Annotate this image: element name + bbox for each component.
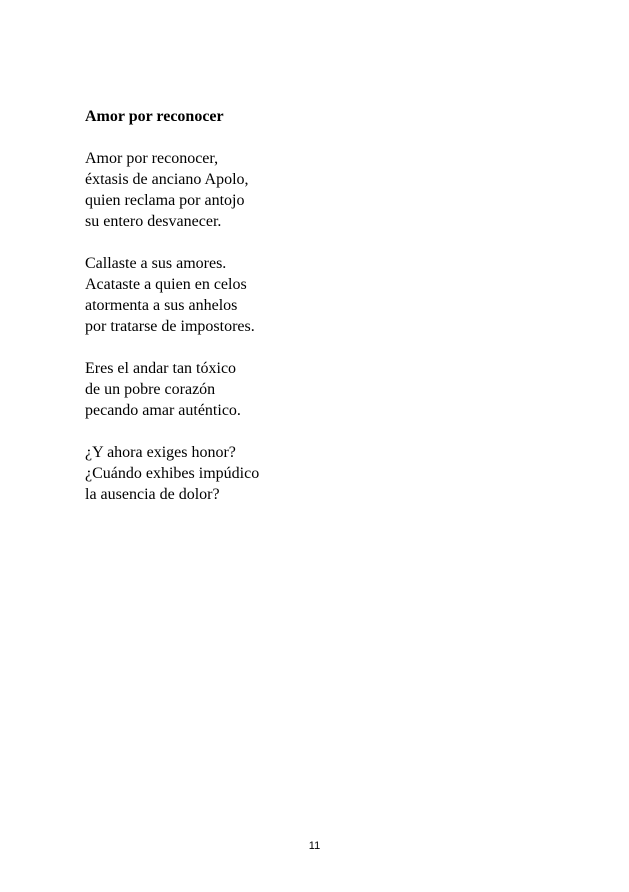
poem-line: su entero desvanecer. [85,213,222,230]
poem-line: éxtasis de anciano Apolo, [85,171,249,188]
poem-title: Amor por reconocer [85,108,224,125]
poem-line: quien reclama por antojo [85,192,245,209]
poem-line: Acataste a quien en celos [85,276,247,293]
poem-line: Amor por reconocer, [85,150,219,167]
poem-line: Eres el andar tan tóxico [85,360,237,377]
stanza-4 [85,442,505,505]
stanza-2 [85,253,505,337]
poem-line: por tratarse de impostores. [85,318,255,335]
poem-line: Callaste a sus amores. [85,255,227,272]
poem-line: pecando amar auténtico. [85,402,241,419]
poem-line: ¿Y ahora exiges honor? [85,444,236,461]
poem-line: ¿Cuándo exhibes impúdico [85,465,260,482]
poem-line: atormenta a sus anhelos [85,297,238,314]
stanza-1 [85,148,505,232]
poem [85,106,505,526]
stanza-3 [85,358,505,421]
page-number: 11 [308,840,321,852]
poem-line: la ausencia de dolor? [85,486,220,503]
poem-line: de un pobre corazón [85,381,216,398]
